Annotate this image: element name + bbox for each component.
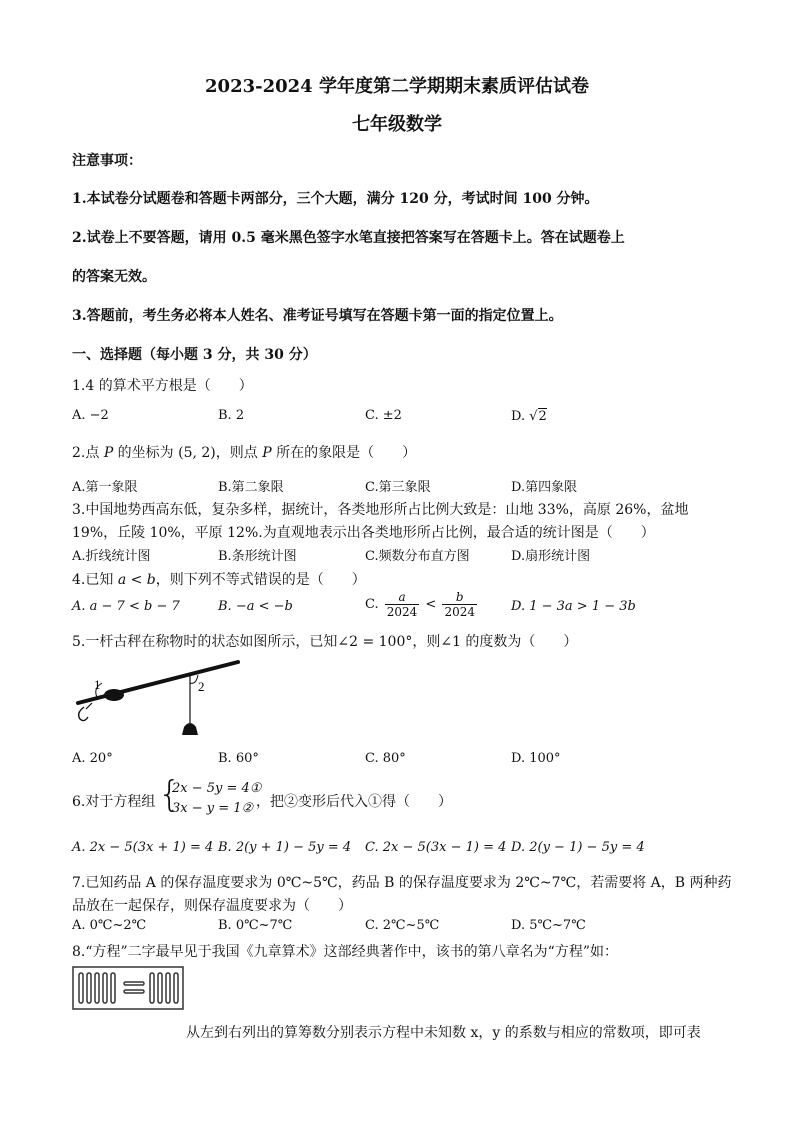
q7-option-c: C. 2℃~5℃: [365, 918, 440, 933]
equation-1: 2x − 5y = 4①: [172, 781, 262, 796]
notice-item-2: 2.试卷上不要答题，请用 0.5 毫米黑色签字水笔直接把答案写在答题卡上。答在试题卷上: [72, 230, 625, 246]
steelyard-weight: [182, 723, 198, 735]
counting-rods-figure: [72, 966, 184, 1010]
q7-option-d: D. 5℃~7℃: [511, 918, 586, 933]
q6-option-b: B. 2(y + 1) − 5y = 4: [218, 840, 352, 855]
q4-option-b: B. −a < −b: [218, 599, 293, 614]
q4-condition: a < b: [117, 572, 156, 588]
q2-option-b: B.第二象限: [218, 480, 284, 495]
steelyard-figure: [70, 655, 250, 740]
q6-option-c: C. 2x − 5(3x − 1) = 4: [365, 840, 507, 855]
angle-2-mark: [190, 675, 198, 683]
q5-option-c: C. 80°: [365, 751, 406, 766]
q3-option-b: B.条形统计图: [218, 549, 297, 564]
q4-option-c-label: C.: [365, 597, 383, 612]
angle-1-label: 1: [94, 677, 101, 692]
question-3-line-2: 19%，丘陵 10%，平原 12%.为直观地表示出各类地形所占比例，最合适的统计图是（ ）: [72, 525, 655, 541]
q1-option-c: C. ±2: [365, 408, 402, 423]
q3-option-d: D.扇形统计图: [511, 549, 591, 564]
question-7-line-2: 品放在一起保存，则保存温度要求为（ ）: [72, 898, 352, 914]
q2-option-a: A.第一象限: [72, 480, 138, 495]
q4-stem-part: 4.已知: [72, 572, 118, 588]
q3-option-c: C.频数分布直方图: [365, 549, 470, 564]
q4-fraction-a-den: 2024: [386, 605, 418, 619]
question-2-stem: [72, 442, 416, 462]
steelyard-pivot: [104, 689, 124, 701]
question-8-line-2: 从左到右列出的算筹数分别表示方程中未知数 x，y 的系数与相应的常数项，即可表: [186, 1025, 701, 1041]
q7-option-a: A. 0℃~2℃: [72, 918, 147, 933]
q5-option-a: A. 20°: [72, 751, 113, 766]
q4-fraction-a: [385, 590, 420, 619]
q5-option-d: D. 100°: [511, 751, 561, 766]
section-heading: 一、选择题（每小题 3 分，共 30 分）: [72, 347, 317, 363]
q2-stem-part: 的坐标为 (5, 2)，则点: [113, 445, 263, 461]
q2-option-d: D.第四象限: [511, 480, 578, 495]
q4-fraction-b-den: 2024: [444, 605, 476, 619]
q1-option-d-label: D.: [511, 409, 530, 424]
question-5-stem: 5.一杆古秤在称物时的状态如图所示，已知∠2 = 100°，则∠1 的度数为（ ）: [72, 634, 578, 650]
exam-title: 2023-2024 学年度第二学期期末素质评估试卷: [205, 76, 589, 97]
q6-option-d: D. 2(y − 1) − 5y = 4: [511, 840, 645, 855]
question-8-line-1: 8.“方程”二字最早见于我国《九章算术》这部经典著作中，该书的第八章名为“方程”如：: [72, 944, 618, 960]
q5-option-b: B. 60°: [218, 751, 259, 766]
q7-option-b: B. 0℃~7℃: [218, 918, 293, 933]
q4-fraction-b: [442, 590, 477, 619]
q4-fraction-a-num: a: [385, 590, 420, 605]
question-3-line-1: 3.中国地势西高东低，复杂多样，据统计，各类地形所占比例大致是：山地 33%，高原 26%，盆地: [72, 502, 689, 518]
notice-item-1: 1.本试卷分试题卷和答题卡两部分，三个大题，满分 120 分，考试时间 100 分钟。: [72, 191, 599, 207]
q2-stem-part: 2.点: [72, 445, 104, 461]
question-1-stem: 1.4 的算术平方根是（ ）: [72, 378, 253, 394]
question-6-stem-pre: 6.对于方程组: [72, 794, 156, 810]
notice-item-2-cont: 的答案无效。: [72, 269, 156, 285]
q4-fraction-b-num: b: [442, 590, 477, 605]
q1-option-b: B. 2: [218, 408, 245, 423]
q3-option-a: A.折线统计图: [72, 549, 151, 564]
question-7-line-1: 7.已知药品 A 的保存温度要求为 0℃~5℃，药品 B 的保存温度要求为 2℃~7℃，若需要将 A，B 两种药: [72, 875, 732, 891]
system-brace: {: [158, 774, 181, 815]
exam-subtitle: 七年级数学: [352, 114, 442, 135]
q2-option-c: C.第三象限: [365, 480, 431, 495]
question-6-stem-post: ，把②变形后代入①得（ ）: [256, 794, 452, 810]
angle-2-label: 2: [198, 679, 205, 694]
steelyard-beam: [78, 662, 238, 703]
q2-stem-part: 所在的象限是（ ）: [271, 445, 417, 461]
q2-point-p: P: [262, 445, 272, 461]
q6-option-a: A. 2x − 5(3x + 1) = 4: [72, 840, 214, 855]
question-4-stem: [72, 569, 366, 589]
q1-option-a: A. −2: [72, 408, 109, 423]
q4-option-c: [365, 590, 479, 619]
q1-option-d-radicand: 2: [538, 409, 547, 424]
notice-item-3: 3.答题前，考生务必将本人姓名、准考证号填写在答题卡第一面的指定位置上。: [72, 308, 563, 324]
q4-option-d: D. 1 − 3a > 1 − 3b: [511, 599, 636, 614]
q1-option-d: D. √2: [511, 409, 547, 424]
equation-system: [172, 779, 261, 819]
notice-heading: 注意事项：: [72, 153, 142, 169]
q4-option-a: A. a − 7 < b − 7: [72, 599, 180, 614]
steelyard-hook-string: [86, 703, 92, 709]
q4-stem-part: ，则下列不等式错误的是（ ）: [155, 572, 366, 588]
equation-2: 3x − y = 1②: [172, 801, 254, 816]
q4-less-than: <: [421, 597, 441, 612]
q2-point-p: P: [103, 445, 114, 461]
